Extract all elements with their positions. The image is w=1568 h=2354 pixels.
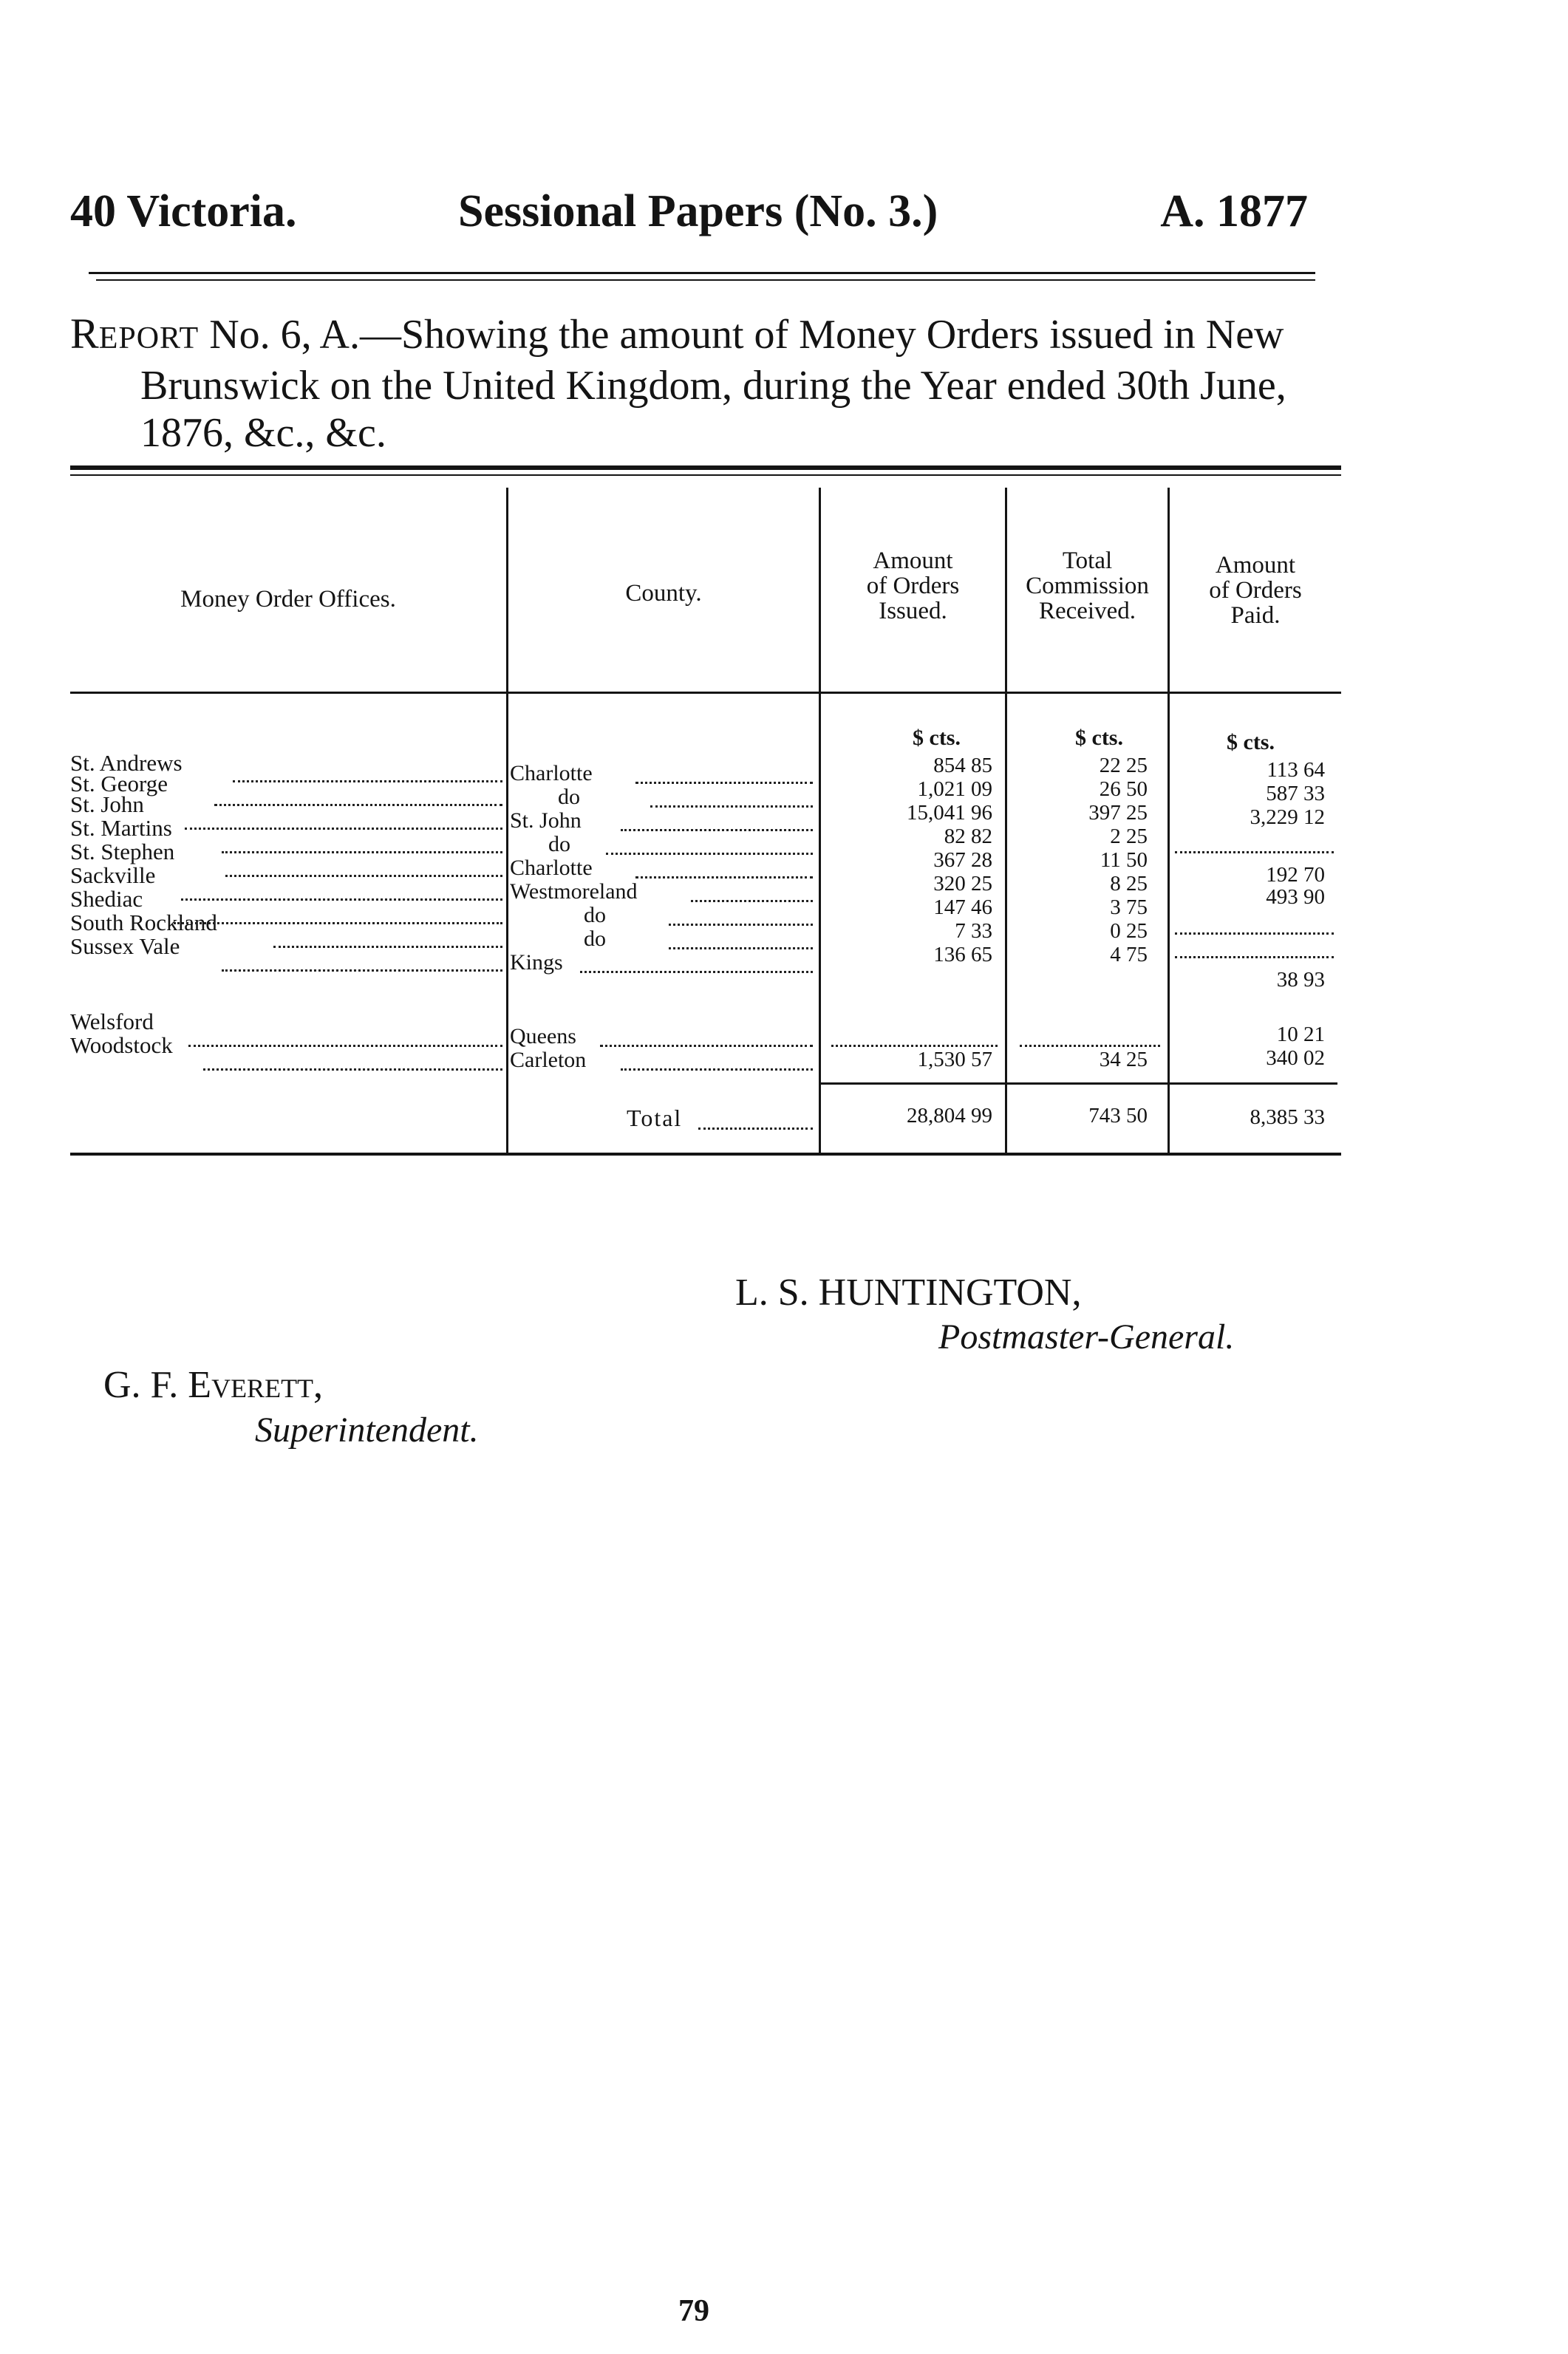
leader-dots: [600, 1045, 813, 1047]
header-commission-line-2: Commission: [1026, 573, 1149, 599]
signature-superintendent-title: Superintendent.: [255, 1410, 479, 1450]
header-commission-line-1: Total: [1062, 547, 1113, 574]
leader-dots: [650, 805, 813, 808]
commission-cell: 22 25: [1099, 754, 1148, 777]
page-number: 79: [678, 2294, 709, 2328]
county-cell: do: [584, 903, 606, 927]
office-name: Woodstock: [70, 1032, 173, 1058]
issued-cell: 7 33: [955, 919, 992, 943]
leader-dots: [188, 1045, 502, 1047]
county-cell: Westmoreland: [510, 879, 638, 904]
office-name: St. Martins: [70, 815, 172, 841]
paid-cell: 3,229 12: [1250, 805, 1325, 829]
commission-cell: 3 75: [1110, 895, 1148, 919]
commission-cell: 8 25: [1110, 872, 1148, 895]
signature-superintendent-name: G. F. Everett,: [103, 1364, 324, 1406]
header-commission-line-3: Received.: [1038, 598, 1136, 624]
leader-dots: [635, 876, 813, 879]
county-cell: do: [584, 927, 606, 951]
leader-dots: [174, 922, 502, 924]
header-amount-issued: [821, 548, 1005, 624]
county-cell: Kings: [510, 950, 563, 975]
signature-postmaster-name: L. S. HUNTINGTON,: [735, 1272, 1082, 1314]
office-name: St. George: [70, 771, 168, 796]
empty-cell-dots: [1175, 956, 1334, 958]
table-bottom-rule: [70, 1153, 1341, 1156]
commission-cell: 11 50: [1100, 848, 1148, 872]
county-cell: St. John: [510, 808, 582, 833]
paid-cell: 38 93: [1276, 968, 1325, 992]
leader-dots: [606, 853, 813, 855]
header-total-commission: [1007, 548, 1168, 624]
title-line-1: No. 6, A.—Showing the amount of Money Orders issued in New: [199, 312, 1284, 358]
issued-cell: 320 25: [933, 872, 992, 895]
paid-cell: 587 33: [1266, 782, 1325, 805]
leader-dots: [222, 969, 502, 972]
office-name: Shediac: [70, 886, 143, 912]
report-title: [70, 310, 1356, 457]
empty-cell-dots: [1020, 1045, 1160, 1047]
paid-cell: 340 02: [1266, 1046, 1325, 1070]
commission-cell: 0 25: [1110, 919, 1148, 943]
commission-cell: 4 75: [1110, 943, 1148, 966]
total-label: Total: [627, 1105, 683, 1131]
county-cell: Carleton: [510, 1048, 587, 1072]
header-issued-line-2: of Orders: [866, 573, 960, 599]
issued-cell: 1,021 09: [917, 777, 992, 801]
county-cell: Charlotte: [510, 761, 593, 785]
county-cell: Queens: [510, 1024, 576, 1048]
issued-cell: 367 28: [933, 848, 992, 872]
units-issued: $ cts.: [913, 726, 961, 750]
total-paid: 8,385 33: [1250, 1105, 1325, 1129]
office-name: St. Andrews: [70, 750, 183, 776]
running-header-right: A. 1877: [1160, 186, 1308, 236]
table-top-rule-thin: [70, 474, 1341, 476]
total-issued: 28,804 99: [907, 1104, 992, 1127]
office-name: Welsford: [70, 1009, 154, 1034]
table-top-rule: [70, 465, 1341, 470]
county-cell: Charlotte: [510, 856, 593, 880]
header-rule-top: [89, 272, 1315, 274]
commission-cell: 2 25: [1110, 825, 1148, 848]
leader-dots: [691, 900, 813, 902]
paid-cell: 113 64: [1267, 758, 1325, 782]
header-county: County.: [625, 580, 702, 607]
commission-cell: 397 25: [1088, 801, 1148, 825]
issued-cell: 1,530 57: [917, 1048, 992, 1071]
running-header-left: 40 Victoria.: [70, 186, 297, 236]
header-rule-bottom: [96, 279, 1315, 281]
title-lead: EPORT: [98, 321, 200, 355]
paid-cell: 192 70: [1266, 863, 1325, 887]
header-issued-line-1: Amount: [873, 547, 953, 574]
header-paid-line-1: Amount: [1215, 552, 1296, 579]
office-name: South Rockland: [70, 910, 217, 935]
header-paid-line-2: of Orders: [1209, 577, 1302, 604]
leader-dots: [203, 1068, 502, 1071]
office-name: St. John: [70, 791, 144, 817]
leader-dots: [222, 851, 502, 853]
total-commission: 743 50: [1088, 1104, 1148, 1127]
leader-dots: [233, 780, 502, 782]
county-cell: do: [548, 832, 570, 856]
units-paid: $ cts.: [1227, 730, 1275, 754]
office-name: Sussex Vale: [70, 933, 180, 959]
leader-dots: [635, 782, 813, 784]
empty-cell-dots: [831, 1045, 998, 1047]
issued-cell: 82 82: [944, 825, 992, 848]
office-name: St. Stephen: [70, 839, 175, 864]
signature-postmaster-title: Postmaster-General.: [938, 1317, 1235, 1357]
leader-dots: [669, 947, 813, 949]
running-header-center: Sessional Papers (No. 3.): [458, 186, 938, 236]
units-commission: $ cts.: [1075, 726, 1123, 750]
leader-dots: [181, 898, 502, 901]
leader-dots: [621, 1068, 813, 1071]
office-name: Sackville: [70, 862, 156, 888]
issued-cell: 147 46: [933, 895, 992, 919]
header-money-order-offices: Money Order Offices.: [180, 586, 396, 613]
title-line-3: 1876, &c., &c.: [140, 410, 386, 456]
commission-cell: 26 50: [1099, 777, 1148, 801]
header-paid-line-3: Paid.: [1230, 602, 1281, 629]
issued-cell: 136 65: [933, 943, 992, 966]
leader-dots: [698, 1127, 813, 1130]
county-cell: do: [558, 785, 580, 809]
leader-dots: [580, 971, 813, 973]
header-bottom-rule: [70, 692, 1341, 694]
paid-cell: 493 90: [1266, 885, 1325, 909]
title-line-2: Brunswick on the United Kingdom, during the Year ended 30th June,: [140, 363, 1286, 409]
commission-cell: 34 25: [1099, 1048, 1148, 1071]
empty-cell-dots: [1175, 932, 1334, 935]
leader-dots: [225, 875, 502, 877]
paid-cell: 10 21: [1276, 1023, 1325, 1046]
empty-cell-dots: [1175, 851, 1334, 853]
title-initial: R: [70, 310, 99, 358]
leader-dots: [185, 828, 502, 830]
leader-dots: [621, 829, 813, 831]
header-amount-paid: [1170, 553, 1341, 628]
leader-dots: [214, 804, 502, 806]
leader-dots: [273, 946, 502, 948]
issued-cell: 15,041 96: [907, 801, 992, 825]
header-issued-line-3: Issued.: [879, 598, 947, 624]
leader-dots: [669, 924, 813, 926]
issued-cell: 854 85: [933, 754, 992, 777]
total-top-rule: [820, 1082, 1337, 1085]
